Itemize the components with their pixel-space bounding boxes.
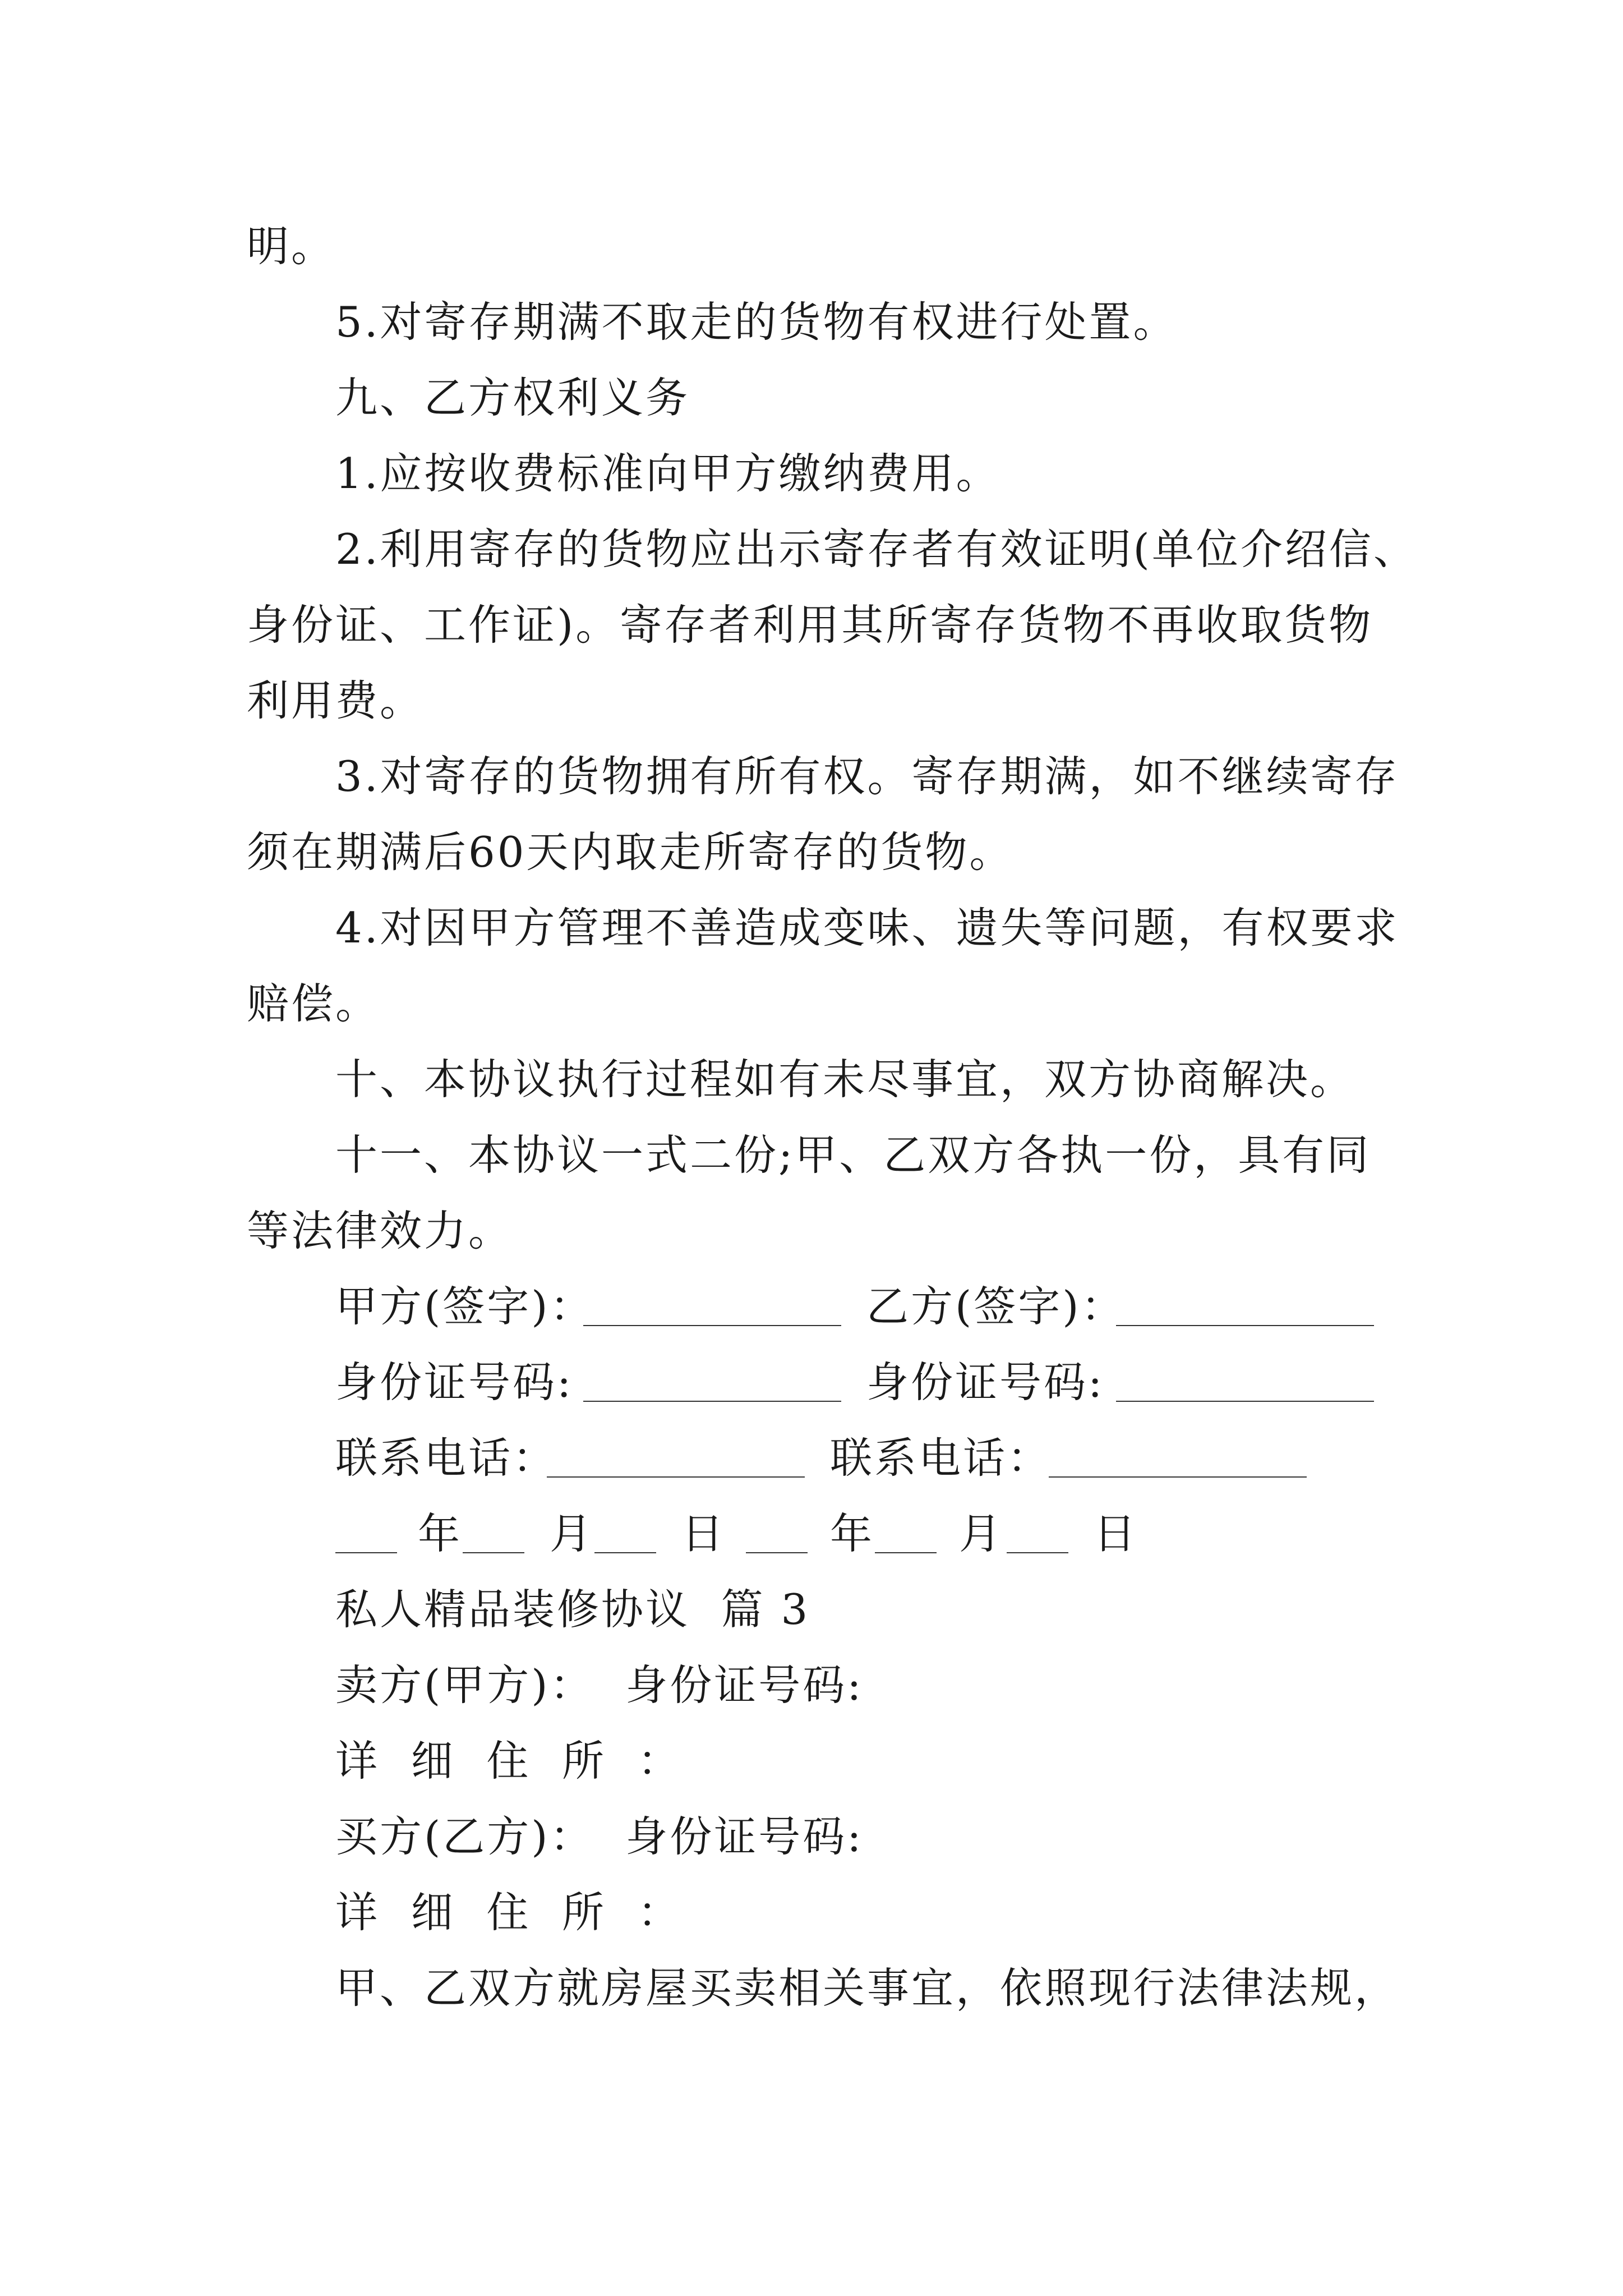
date-a-year-blank[interactable] bbox=[335, 1517, 397, 1553]
date-b-month-label: 月 bbox=[959, 1509, 1004, 1558]
party-a-phone-label: 联系电话： bbox=[335, 1433, 557, 1483]
date-a-month-label: 月 bbox=[550, 1509, 594, 1558]
section-heading: 十一、本协议一式二份;甲、乙双方各执一份，具有同 bbox=[335, 1130, 1371, 1180]
date-a-year-label: 年 bbox=[418, 1509, 463, 1558]
section-heading: 九、乙方权利义务 bbox=[335, 373, 690, 422]
text-line: 5.对寄存期满不取走的货物有权进行处置。 bbox=[335, 297, 1178, 347]
seller-address-line: 详 细 住 所 ： bbox=[335, 1736, 682, 1786]
date-b-day-blank[interactable] bbox=[1007, 1517, 1068, 1553]
date-b-day-label: 日 bbox=[1094, 1509, 1138, 1558]
text-line: 赔偿。 bbox=[247, 979, 380, 1028]
section-title: 私人精品装修协议 篇 3 bbox=[335, 1585, 810, 1634]
party-a-id-label: 身份证号码: bbox=[335, 1358, 574, 1407]
text-line: 3.对寄存的货物拥有所有权。寄存期满，如不继续寄存 bbox=[335, 752, 1399, 801]
section-heading: 十、本协议执行过程如有未尽事宜，双方协商解决。 bbox=[335, 1055, 1355, 1104]
seller-line: 卖方(甲方)： 身份证号码: bbox=[335, 1660, 864, 1710]
party-b-id-blank[interactable] bbox=[1116, 1366, 1374, 1402]
date-a-day-blank[interactable] bbox=[594, 1517, 656, 1553]
party-a-signature-blank[interactable] bbox=[583, 1290, 841, 1326]
date-b-year-blank[interactable] bbox=[746, 1517, 808, 1553]
text-line: 须在期满后60天内取走所寄存的货物。 bbox=[247, 827, 1014, 877]
text-line: 身份证、工作证)。寄存者利用其所寄存货物不再收取货物 bbox=[247, 600, 1373, 650]
date-a-day-label: 日 bbox=[681, 1509, 726, 1558]
party-a-phone-blank[interactable] bbox=[547, 1442, 805, 1478]
text-line: 等法律效力。 bbox=[247, 1206, 513, 1255]
party-b-signature-label: 乙方(签字)： bbox=[866, 1282, 1126, 1331]
party-b-phone-blank[interactable] bbox=[1049, 1442, 1307, 1478]
date-a-month-blank[interactable] bbox=[463, 1517, 524, 1553]
text-line: 4.对因甲方管理不善造成变味、遗失等问题，有权要求 bbox=[335, 903, 1399, 953]
party-b-phone-label: 联系电话： bbox=[830, 1433, 1052, 1483]
date-b-year-label: 年 bbox=[830, 1509, 875, 1558]
party-a-signature-label: 甲方(签字)： bbox=[335, 1282, 594, 1331]
buyer-line: 买方(乙方)： 身份证号码: bbox=[335, 1812, 864, 1861]
party-a-id-blank[interactable] bbox=[583, 1366, 841, 1402]
text-line: 1.应按收费标准向甲方缴纳费用。 bbox=[335, 449, 1000, 498]
party-b-signature-blank[interactable] bbox=[1116, 1290, 1374, 1326]
party-b-id-label: 身份证号码: bbox=[866, 1358, 1105, 1407]
date-b-month-blank[interactable] bbox=[875, 1517, 937, 1553]
intro-line: 甲、乙双方就房屋买卖相关事宜，依照现行法律法规， bbox=[335, 1963, 1399, 2013]
buyer-address-line: 详 细 住 所 ： bbox=[335, 1888, 682, 1937]
text-line: 2.利用寄存的货物应出示寄存者有效证明(单位介绍信、 bbox=[335, 524, 1418, 574]
text-line: 利用费。 bbox=[247, 676, 425, 725]
text-line: 明。 bbox=[247, 222, 336, 271]
